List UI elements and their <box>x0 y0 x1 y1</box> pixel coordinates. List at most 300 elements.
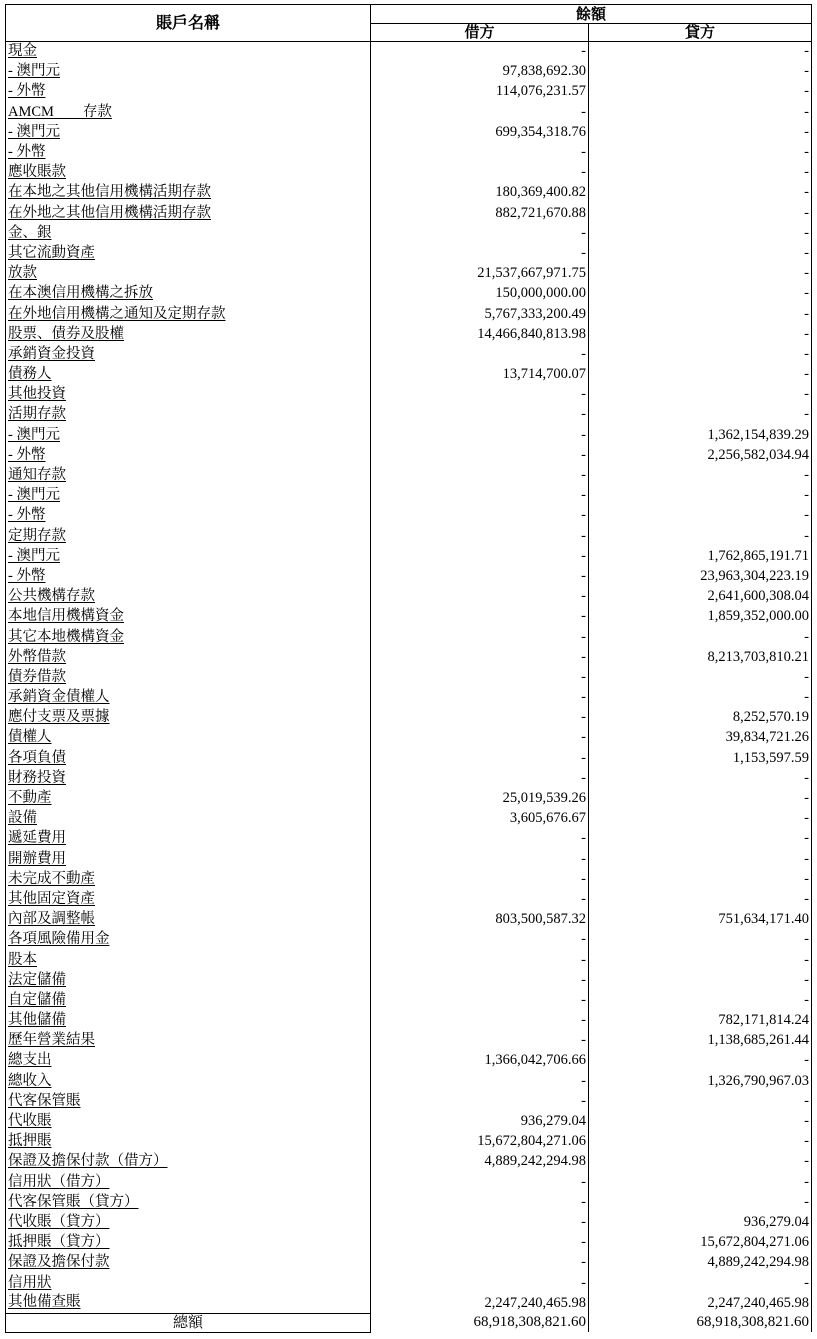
credit-value: - <box>589 889 812 909</box>
account-name: 應收賬款 <box>8 164 66 181</box>
credit-value: - <box>589 1273 812 1293</box>
account-name: - 澳門元 <box>8 487 60 504</box>
debit-value: 97,838,692.30 <box>371 62 589 82</box>
table-row <box>6 163 812 183</box>
account-name: AMCM 存款 <box>8 103 112 120</box>
table-row <box>6 304 812 324</box>
table-row <box>6 344 812 364</box>
table-row <box>6 1031 812 1051</box>
account-name: 債權人 <box>8 729 52 746</box>
account-name: 活期存款 <box>8 406 66 423</box>
credit-value: - <box>589 486 812 506</box>
debit-value: - <box>371 566 589 586</box>
account-name: 在本澳信用機構之拆放 <box>8 285 153 302</box>
table-row <box>6 142 812 162</box>
account-name-cell <box>6 829 371 849</box>
account-name-cell <box>6 122 371 142</box>
debit-value: 25,019,539.26 <box>371 788 589 808</box>
debit-value: - <box>371 465 589 485</box>
account-name: 設備 <box>8 810 37 827</box>
account-name: 承銷資金投資 <box>8 345 95 362</box>
account-name-cell <box>6 344 371 364</box>
account-name-cell <box>6 1111 371 1131</box>
table-row <box>6 102 812 122</box>
account-name: 其他固定資產 <box>8 890 95 907</box>
credit-value: - <box>589 1111 812 1131</box>
table-row <box>6 587 812 607</box>
table-row <box>6 122 812 142</box>
table-row <box>6 849 812 869</box>
debit-value: - <box>371 1212 589 1232</box>
credit-value: 2,256,582,034.94 <box>589 445 812 465</box>
account-name: 抵押賬（貸方） <box>8 1234 110 1251</box>
table-row <box>6 526 812 546</box>
account-name: 總支出 <box>8 1052 52 1069</box>
debit-value: - <box>371 1253 589 1273</box>
account-name: 各項風險備用金 <box>8 931 110 948</box>
table-row <box>6 365 812 385</box>
account-name: 其他投資 <box>8 386 66 403</box>
account-name-cell <box>6 526 371 546</box>
debit-value: - <box>371 990 589 1010</box>
table-row <box>6 829 812 849</box>
account-name: 代收賬 <box>8 1113 52 1130</box>
account-name: 保證及擔保付款 <box>8 1254 110 1271</box>
account-name-cell <box>6 385 371 405</box>
account-name: 其它本地機構資金 <box>8 628 124 645</box>
account-name-cell <box>6 788 371 808</box>
account-name: 其它流動資產 <box>8 244 95 261</box>
credit-value: - <box>589 42 812 62</box>
debit-value: 14,466,840,813.98 <box>371 324 589 344</box>
account-name: - 澳門元 <box>8 547 60 564</box>
account-name: 債務人 <box>8 366 52 383</box>
table-row <box>6 1212 812 1232</box>
account-name: 金、銀 <box>8 224 52 241</box>
account-name-cell <box>6 647 371 667</box>
debit-value: 114,076,231.57 <box>371 82 589 102</box>
debit-value: - <box>371 688 589 708</box>
debit-value: - <box>371 768 589 788</box>
credit-value: - <box>589 82 812 102</box>
table-row <box>6 546 812 566</box>
account-name-cell <box>6 1192 371 1212</box>
account-name: 其他備查賬 <box>8 1294 81 1311</box>
account-name: 保證及擔保付款（借方） <box>8 1153 168 1170</box>
debit-value: 15,672,804,271.06 <box>371 1132 589 1152</box>
account-name-cell <box>6 183 371 203</box>
debit-value: - <box>371 163 589 183</box>
total-credit: 68,918,308,821.60 <box>589 1313 812 1332</box>
account-name-cell <box>6 506 371 526</box>
credit-value: - <box>589 526 812 546</box>
account-name: - 澳門元 <box>8 63 60 80</box>
account-name-cell <box>6 1212 371 1232</box>
credit-value: - <box>589 627 812 647</box>
account-name-cell <box>6 566 371 586</box>
account-name-cell <box>6 223 371 243</box>
account-name-cell <box>6 324 371 344</box>
table-row <box>6 748 812 768</box>
account-name-cell <box>6 62 371 82</box>
account-name-cell <box>6 405 371 425</box>
table-row <box>6 667 812 687</box>
table-row <box>6 910 812 930</box>
credit-value: - <box>589 688 812 708</box>
table-row <box>6 1253 812 1273</box>
account-name-cell <box>6 607 371 627</box>
table-row <box>6 647 812 667</box>
debit-value: - <box>371 829 589 849</box>
account-name-cell <box>6 910 371 930</box>
table-row <box>6 809 812 829</box>
table-row <box>6 183 812 203</box>
table-row <box>6 1111 812 1131</box>
account-name: 其他儲備 <box>8 1012 66 1029</box>
account-name-cell <box>6 930 371 950</box>
credit-value: 1,859,352,000.00 <box>589 607 812 627</box>
account-rows <box>6 42 812 1314</box>
account-name-cell <box>6 264 371 284</box>
account-name-cell <box>6 1011 371 1031</box>
debit-value: - <box>371 667 589 687</box>
account-name: 不動產 <box>8 790 52 807</box>
credit-value: - <box>589 869 812 889</box>
debit-value: - <box>371 607 589 627</box>
account-name-cell <box>6 869 371 889</box>
credit-value: 1,153,597.59 <box>589 748 812 768</box>
credit-value: 936,279.04 <box>589 1212 812 1232</box>
account-name-cell <box>6 365 371 385</box>
credit-value: - <box>589 1192 812 1212</box>
debit-value: 803,500,587.32 <box>371 910 589 930</box>
credit-value: - <box>589 243 812 263</box>
debit-value: - <box>371 445 589 465</box>
debit-value: 882,721,670.88 <box>371 203 589 223</box>
credit-value: - <box>589 809 812 829</box>
credit-value: - <box>589 304 812 324</box>
account-name: 債券借款 <box>8 668 66 685</box>
header-debit: 借方 <box>371 24 589 42</box>
table-row <box>6 385 812 405</box>
credit-value: - <box>589 102 812 122</box>
debit-value: 180,369,400.82 <box>371 183 589 203</box>
credit-value: - <box>589 223 812 243</box>
table-row <box>6 425 812 445</box>
account-name: 在外地信用機構之通知及定期存款 <box>8 305 226 322</box>
table-row <box>6 627 812 647</box>
account-name-cell <box>6 42 371 62</box>
account-name-cell <box>6 889 371 909</box>
table-row <box>6 1233 812 1253</box>
account-name: - 外幣 <box>8 446 46 463</box>
account-name: 法定儲備 <box>8 971 66 988</box>
debit-value: 3,605,676.67 <box>371 809 589 829</box>
table-row <box>6 970 812 990</box>
debit-value: - <box>371 1091 589 1111</box>
table-row <box>6 728 812 748</box>
account-name-cell <box>6 990 371 1010</box>
credit-value: - <box>589 950 812 970</box>
account-name: 在外地之其他信用機構活期存款 <box>8 204 211 221</box>
account-name-cell <box>6 1253 371 1273</box>
account-name-cell <box>6 1071 371 1091</box>
account-name: 通知存款 <box>8 467 66 484</box>
debit-value: - <box>371 708 589 728</box>
credit-value: 751,634,171.40 <box>589 910 812 930</box>
account-name-cell <box>6 728 371 748</box>
debit-value: - <box>371 1172 589 1192</box>
account-name-cell <box>6 667 371 687</box>
account-name: 遞延費用 <box>8 830 66 847</box>
account-name: - 外幣 <box>8 507 46 524</box>
account-name-cell <box>6 1152 371 1172</box>
debit-value: 21,537,667,971.75 <box>371 264 589 284</box>
account-name-cell <box>6 102 371 122</box>
credit-value: - <box>589 667 812 687</box>
credit-value: - <box>589 506 812 526</box>
account-name: 代客保管賬 <box>8 1092 81 1109</box>
credit-value: 39,834,721.26 <box>589 728 812 748</box>
credit-value: 1,138,685,261.44 <box>589 1031 812 1051</box>
debit-value: - <box>371 587 589 607</box>
debit-value: - <box>371 849 589 869</box>
table-row <box>6 284 812 304</box>
credit-value: - <box>589 829 812 849</box>
account-name: 外幣借款 <box>8 648 66 665</box>
debit-value: - <box>371 385 589 405</box>
debit-value: - <box>371 405 589 425</box>
table-row <box>6 42 812 62</box>
debit-value: - <box>371 223 589 243</box>
debit-value: - <box>371 486 589 506</box>
table-row <box>6 1192 812 1212</box>
debit-value: - <box>371 970 589 990</box>
account-name-cell <box>6 708 371 728</box>
debit-value: 2,247,240,465.98 <box>371 1293 589 1313</box>
account-name: 總收入 <box>8 1072 52 1089</box>
account-name: - 澳門元 <box>8 426 60 443</box>
account-name-cell <box>6 1293 371 1313</box>
credit-value: 1,326,790,967.03 <box>589 1071 812 1091</box>
table-row <box>6 1051 812 1071</box>
debit-value: 699,354,318.76 <box>371 122 589 142</box>
debit-value: - <box>371 627 589 647</box>
credit-value: - <box>589 1051 812 1071</box>
account-name-cell <box>6 304 371 324</box>
account-name-cell <box>6 950 371 970</box>
trial-balance-table <box>5 4 812 1333</box>
table-row <box>6 566 812 586</box>
account-name: 開辦費用 <box>8 850 66 867</box>
table-row <box>6 788 812 808</box>
account-name-cell <box>6 1132 371 1152</box>
account-name: 自定儲備 <box>8 991 66 1008</box>
account-name: 現金 <box>8 43 37 60</box>
credit-value: - <box>589 385 812 405</box>
debit-value: - <box>371 42 589 62</box>
account-name-cell <box>6 425 371 445</box>
credit-value: 1,762,865,191.71 <box>589 546 812 566</box>
credit-value: 8,252,570.19 <box>589 708 812 728</box>
account-name-cell <box>6 284 371 304</box>
table-row <box>6 1011 812 1031</box>
credit-value: - <box>589 264 812 284</box>
credit-value: - <box>589 344 812 364</box>
debit-value: - <box>371 102 589 122</box>
debit-value: 5,767,333,200.49 <box>371 304 589 324</box>
table-row <box>6 264 812 284</box>
account-name-cell <box>6 688 371 708</box>
debit-value: - <box>371 1031 589 1051</box>
total-debit: 68,918,308,821.60 <box>371 1313 589 1332</box>
credit-value: - <box>589 163 812 183</box>
table-row <box>6 243 812 263</box>
account-name-cell <box>6 142 371 162</box>
debit-value: - <box>371 506 589 526</box>
table-row <box>6 1132 812 1152</box>
table-row <box>6 688 812 708</box>
credit-value: - <box>589 990 812 1010</box>
debit-value: 936,279.04 <box>371 1111 589 1131</box>
table-row <box>6 1172 812 1192</box>
account-name: 未完成不動產 <box>8 870 95 887</box>
table-row <box>6 405 812 425</box>
credit-value: - <box>589 970 812 990</box>
account-name-cell <box>6 849 371 869</box>
account-name-cell <box>6 243 371 263</box>
debit-value: - <box>371 950 589 970</box>
account-name: - 澳門元 <box>8 123 60 140</box>
credit-value: - <box>589 324 812 344</box>
credit-value: - <box>589 405 812 425</box>
credit-value: - <box>589 849 812 869</box>
total-row <box>6 1313 812 1332</box>
table-row <box>6 1071 812 1091</box>
credit-value: - <box>589 1091 812 1111</box>
account-name: - 外幣 <box>8 567 46 584</box>
table-row <box>6 607 812 627</box>
debit-value: - <box>371 1011 589 1031</box>
credit-value: - <box>589 788 812 808</box>
total-label: 總額 <box>6 1313 371 1332</box>
account-name-cell <box>6 587 371 607</box>
account-name-cell <box>6 748 371 768</box>
table-row <box>6 869 812 889</box>
debit-value: - <box>371 526 589 546</box>
account-name: 放款 <box>8 265 37 282</box>
debit-value: 1,366,042,706.66 <box>371 1051 589 1071</box>
account-name: - 外幣 <box>8 144 46 161</box>
table-row <box>6 950 812 970</box>
account-name: 定期存款 <box>8 527 66 544</box>
account-name-cell <box>6 1273 371 1293</box>
account-name-cell <box>6 1051 371 1071</box>
debit-value: - <box>371 546 589 566</box>
header-account-name: 賬戶名稱 <box>6 5 371 42</box>
credit-value: 4,889,242,294.98 <box>589 1253 812 1273</box>
table-row <box>6 1091 812 1111</box>
account-name: 應付支票及票據 <box>8 709 110 726</box>
debit-value: - <box>371 889 589 909</box>
table-row <box>6 506 812 526</box>
table-row <box>6 324 812 344</box>
account-name: 財務投資 <box>8 769 66 786</box>
credit-value: - <box>589 1152 812 1172</box>
account-name: 信用狀（借方） <box>8 1173 110 1190</box>
credit-value: - <box>589 62 812 82</box>
account-name: - 外幣 <box>8 83 46 100</box>
table-row <box>6 1273 812 1293</box>
account-name: 代收賬（貸方） <box>8 1213 110 1230</box>
account-name-cell <box>6 445 371 465</box>
debit-value: - <box>371 243 589 263</box>
credit-value: 2,247,240,465.98 <box>589 1293 812 1313</box>
credit-value: - <box>589 365 812 385</box>
account-name-cell <box>6 465 371 485</box>
table-row <box>6 62 812 82</box>
debit-value: - <box>371 930 589 950</box>
header-credit: 貸方 <box>589 24 812 42</box>
account-name-cell <box>6 1031 371 1051</box>
credit-value: - <box>589 183 812 203</box>
debit-value: - <box>371 142 589 162</box>
credit-value: 8,213,703,810.21 <box>589 647 812 667</box>
debit-value: 4,889,242,294.98 <box>371 1152 589 1172</box>
debit-value: - <box>371 728 589 748</box>
account-name: 股本 <box>8 951 37 968</box>
credit-value: - <box>589 1132 812 1152</box>
debit-value: - <box>371 869 589 889</box>
table-row <box>6 223 812 243</box>
credit-value: - <box>589 930 812 950</box>
account-name: 歷年營業結果 <box>8 1032 95 1049</box>
debit-value: 150,000,000.00 <box>371 284 589 304</box>
account-name: 股票、債券及股權 <box>8 325 124 342</box>
table-row <box>6 445 812 465</box>
credit-value: - <box>589 284 812 304</box>
credit-value: 2,641,600,308.04 <box>589 587 812 607</box>
account-name-cell <box>6 1172 371 1192</box>
account-name: 在本地之其他信用機構活期存款 <box>8 184 211 201</box>
table-row <box>6 465 812 485</box>
table-row <box>6 82 812 102</box>
account-name-cell <box>6 486 371 506</box>
table-row <box>6 1293 812 1313</box>
header-balance: 餘額 <box>371 5 812 24</box>
account-name-cell <box>6 1233 371 1253</box>
credit-value: - <box>589 1172 812 1192</box>
account-name: 本地信用機構資金 <box>8 608 124 625</box>
credit-value: 1,362,154,839.29 <box>589 425 812 445</box>
table-row <box>6 203 812 223</box>
account-name: 抵押賬 <box>8 1133 52 1150</box>
debit-value: - <box>371 425 589 445</box>
debit-value: 13,714,700.07 <box>371 365 589 385</box>
debit-value: - <box>371 647 589 667</box>
account-name-cell <box>6 82 371 102</box>
debit-value: - <box>371 1273 589 1293</box>
table-row <box>6 889 812 909</box>
account-name: 代客保管賬（貸方） <box>8 1193 139 1210</box>
table-row <box>6 930 812 950</box>
account-name-cell <box>6 546 371 566</box>
account-name: 信用狀 <box>8 1274 52 1291</box>
credit-value: - <box>589 465 812 485</box>
table-row <box>6 768 812 788</box>
debit-value: - <box>371 344 589 364</box>
account-name-cell <box>6 768 371 788</box>
